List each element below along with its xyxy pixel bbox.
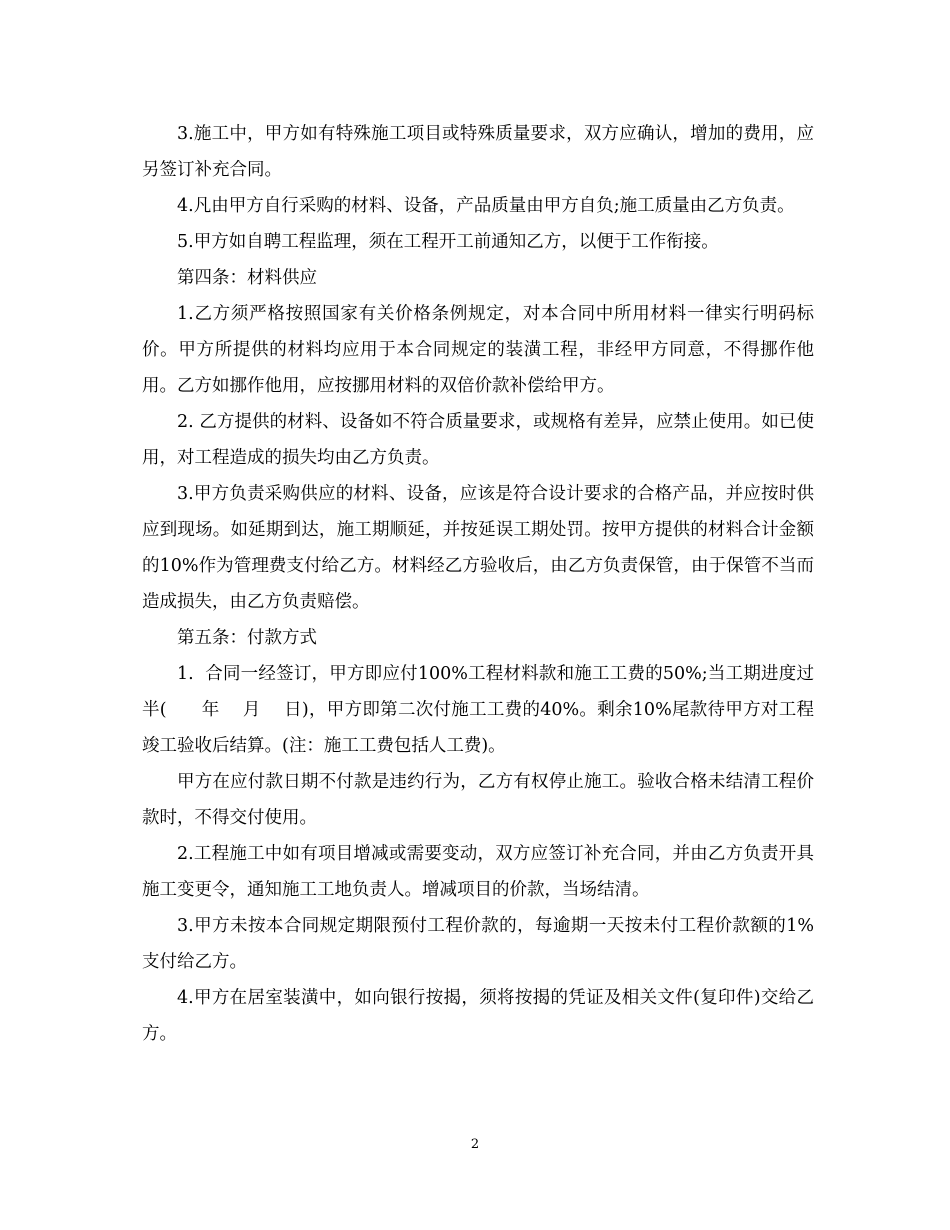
paragraph-clause-3-3: 3.施工中，甲方如有特殊施工项目或特殊质量要求，双方应确认，增加的费用，应另签订补充合同。 [142,124,814,180]
page-number: 2 [470,1137,480,1152]
section-heading-article-4: 第四条：材料供应 [177,268,317,288]
paragraph-clause-5-1-note: 甲方在应付款日期不付款是违约行为，乙方有权停止施工。验收合格未结清工程价款时，不得交付使用。 [142,772,814,828]
paragraph-clause-5-2: 2.工程施工中如有项目增减或需要变动，双方应签订补充合同，并由乙方负责开具施工变更令，通知施工工地负责人。增减项目的价款，当场结清。 [142,844,814,900]
paragraph-clause-4-2: 2. 乙方提供的材料、设备如不符合质量要求，或规格有差异，应禁止使用。如已使用，对工程造成的损失均由乙方负责。 [142,412,814,468]
paragraph-clause-3-5: 5.甲方如自聘工程监理，须在工程开工前通知乙方，以便于工作衔接。 [177,232,719,252]
paragraph-clause-4-3: 3.甲方负责采购供应的材料、设备，应该是符合设计要求的合格产品，并应按时供应到现场。如延期到达，施工期顺延，并按延误工期处罚。按甲方提供的材料合计金额的10%作为管理费支付给乙方。材料经乙方验收后，由乙方负责保管，由于保管不当而造成损失，由乙方负责赔偿。 [142,484,814,612]
paragraph-clause-5-4: 4.甲方在居室装潢中，如向银行按揭，须将按揭的凭证及相关文件(复印件)交给乙方。 [142,988,814,1044]
paragraph-clause-3-4: 4.凡由甲方自行采购的材料、设备，产品质量由甲方自负;施工质量由乙方负责。 [177,196,795,216]
paragraph-clause-5-1: 1. 合同一经签订，甲方即应付100%工程材料款和施工工费的50%;当工期进度过半( 年 月 日)，甲方即第二次付施工工费的40%。剩余10%尾款待甲方对工程竣工验收后结算。(注：施工工费包括人工费)。 [142,664,814,756]
paragraph-clause-4-1: 1.乙方须严格按照国家有关价格条例规定，对本合同中所用材料一律实行明码标价。甲方所提供的材料均应用于本合同规定的装潢工程，非经甲方同意，不得挪作他用。乙方如挪作他用，应按挪用材料的双倍价款补偿给甲方。 [142,304,814,396]
section-heading-article-5: 第五条：付款方式 [177,628,317,648]
document-body [142,116,814,1052]
paragraph-clause-5-3: 3.甲方未按本合同规定期限预付工程价款的，每逾期一天按未付工程价款额的1%支付给乙方。 [142,916,814,972]
